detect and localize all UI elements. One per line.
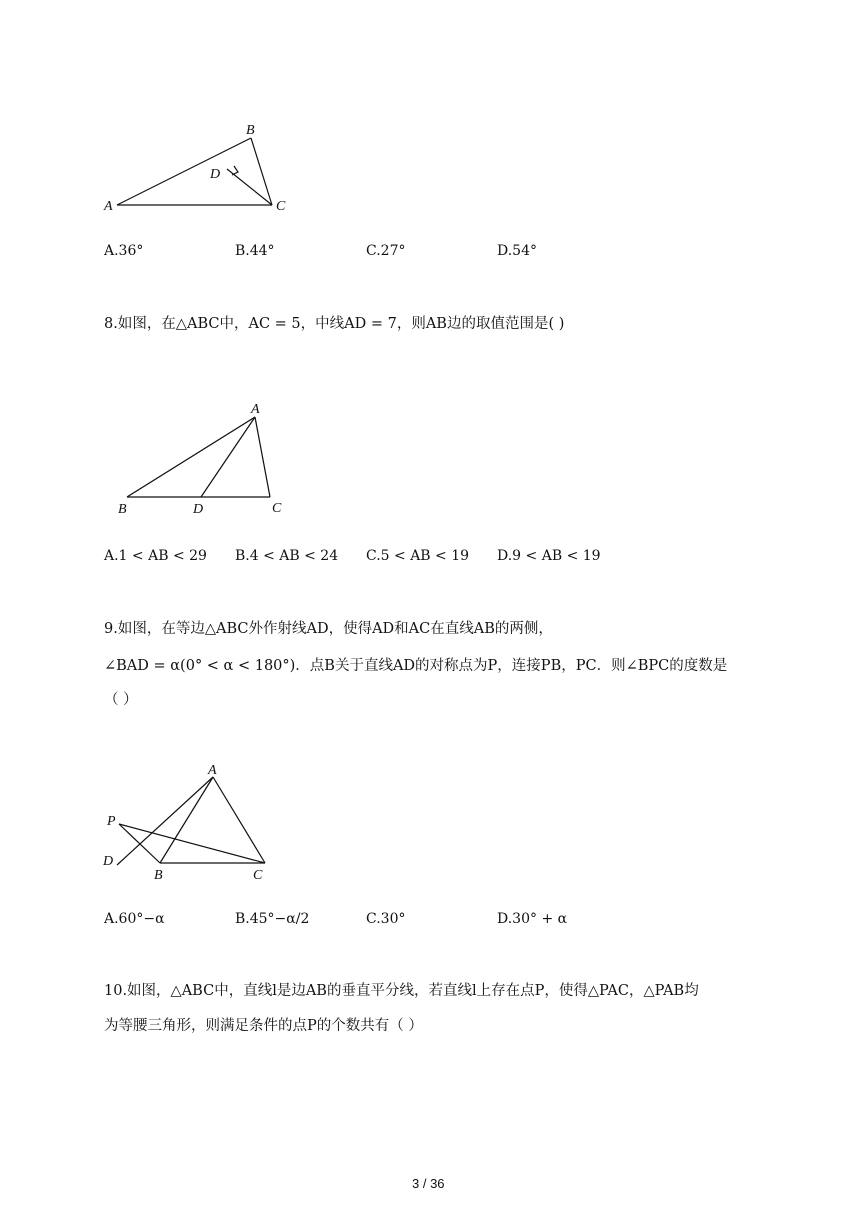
ray-ad xyxy=(117,777,213,865)
q9-stem-line2: ∠BAD = α(0° < α < 180°)．点B关于直线AD的对称点为P，连接PB，PC．则∠BPC的度数是 xyxy=(104,658,728,674)
label-a: A xyxy=(251,402,260,417)
q8-option-d[interactable]: D.9 < AB < 19 xyxy=(497,548,601,564)
q7-option-c[interactable]: C.27° xyxy=(366,243,406,259)
label-b: B xyxy=(154,868,163,883)
side-bc xyxy=(251,138,272,205)
q9-stem-line1: 9.如图，在等边△ABC外作射线AD，使得AD和AC在直线AB的两侧， xyxy=(104,621,553,637)
q9-option-b[interactable]: B.45°−α/2 xyxy=(235,911,310,927)
side-ac xyxy=(255,417,270,497)
label-d: D xyxy=(210,167,221,182)
q8-option-c[interactable]: C.5 < AB < 19 xyxy=(366,548,470,564)
q7-option-b[interactable]: B.44° xyxy=(235,243,275,259)
q9-stem-line3: （ ） xyxy=(104,692,138,708)
side-ac xyxy=(213,777,265,863)
median-ad xyxy=(201,417,255,497)
label-d: D xyxy=(193,502,204,517)
q7-option-a[interactable]: A.36° xyxy=(104,243,144,259)
label-p: P xyxy=(107,814,116,829)
q9-option-a[interactable]: A.60°−α xyxy=(104,911,165,927)
label-c: C xyxy=(272,501,282,516)
q9-option-d[interactable]: D.30° + α xyxy=(497,911,568,927)
q8-option-b[interactable]: B.4 < AB < 24 xyxy=(235,548,339,564)
figure-q7-triangle xyxy=(100,118,300,218)
label-b: B xyxy=(246,123,255,138)
page-number: 3 / 36 xyxy=(412,1176,445,1191)
label-c: C xyxy=(253,868,263,883)
label-a: A xyxy=(208,763,217,778)
q7-option-d[interactable]: D.54° xyxy=(497,243,537,259)
label-a: A xyxy=(104,199,113,214)
figure-q8-triangle xyxy=(100,395,300,525)
figure-q9-triangle xyxy=(95,755,295,885)
q8-option-a[interactable]: A.1 < AB < 29 xyxy=(104,548,207,564)
q8-stem: 8.如图，在△ABC中，AC = 5，中线AD = 7，则AB边的取值范围是( ) xyxy=(104,316,565,332)
q9-option-c[interactable]: C.30° xyxy=(366,911,406,927)
q10-stem-line2: 为等腰三角形，则满足条件的点P的个数共有（ ） xyxy=(104,1018,423,1034)
label-c: C xyxy=(276,199,286,214)
label-b: B xyxy=(118,502,127,517)
q10-stem-line1: 10.如图，△ABC中，直线l是边AB的垂直平分线，若直线l上存在点P，使得△PAC，△PAB均 xyxy=(104,983,699,999)
side-ab xyxy=(127,417,255,497)
side-ab xyxy=(160,777,213,863)
label-d: D xyxy=(103,854,114,869)
